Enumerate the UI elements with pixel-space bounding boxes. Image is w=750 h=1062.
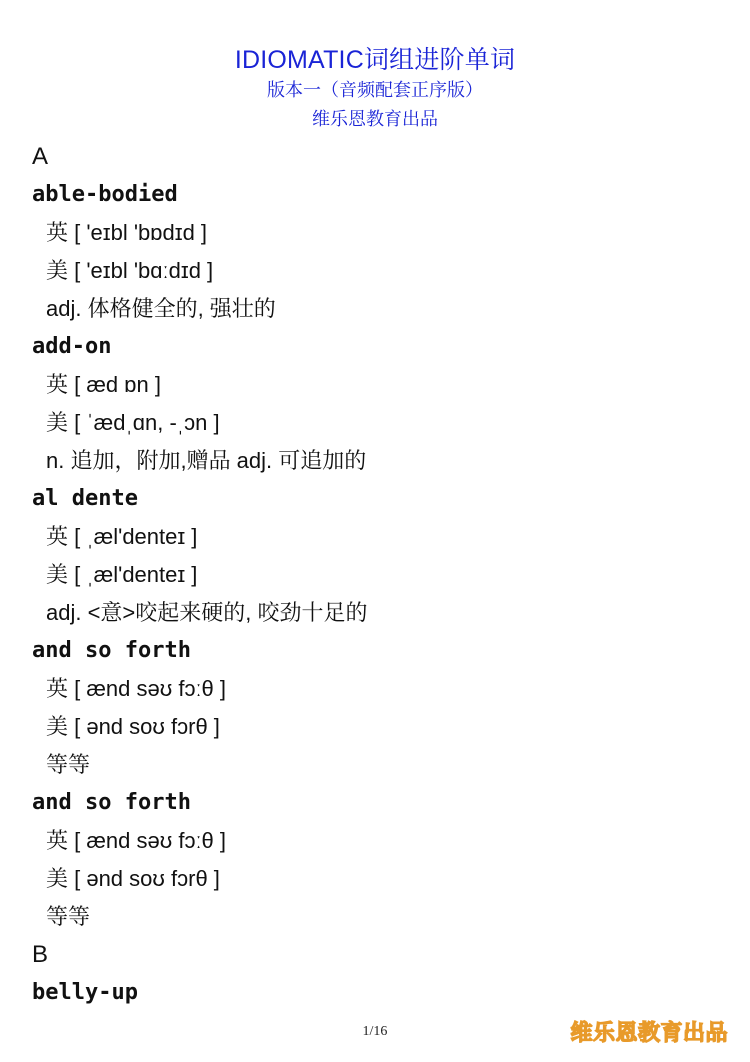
uk-pronunciation: 英 [ 'eɪbl 'bɒdɪd ] (46, 220, 208, 245)
document-publisher: 维乐恩教育出品 (312, 109, 438, 129)
uk-pronunciation: 英 [ ænd səʊ fɔːθ ] (46, 828, 227, 853)
entry-definition: 等等 (46, 752, 91, 777)
entry-word: and so forth (32, 638, 191, 663)
entry-word: add-on (32, 334, 112, 359)
us-pronunciation: 美 [ ənd soʊ fɔrθ ] (46, 866, 220, 891)
vocabulary-list (32, 138, 722, 1012)
uk-pronunciation: 英 [ ˌæl'denteɪ ] (46, 524, 198, 549)
publisher-watermark: 维乐恩教育出品 (570, 1020, 728, 1045)
page-number: 1/16 (362, 1024, 388, 1039)
document-title: IDIOMATIC词组进阶单词 (234, 46, 516, 74)
vocab-entry (32, 176, 722, 328)
document-header (0, 44, 750, 134)
entry-word: belly-up (32, 980, 138, 1005)
document-subtitle: 版本一（音频配套正序版） (267, 80, 483, 100)
us-pronunciation: 美 [ ənd soʊ fɔrθ ] (46, 714, 220, 739)
entry-word: able-bodied (32, 182, 178, 207)
vocab-entry (32, 480, 722, 632)
entry-word: al dente (32, 486, 138, 511)
entry-definition: n. 追加，附加,赠品 adj. 可追加的 (46, 448, 367, 473)
us-pronunciation: 美 [ 'eɪbl 'bɑːdɪd ] (46, 258, 214, 283)
entry-definition: adj. 体格健全的, 强壮的 (46, 296, 276, 321)
us-pronunciation: 美 [ ˈædˌɑn, -ˌɔn ] (46, 410, 220, 435)
entry-definition: 等等 (46, 904, 91, 929)
vocab-entry (32, 328, 722, 480)
uk-pronunciation: 英 [ æd ɒn ] (46, 372, 161, 397)
vocab-entry (32, 974, 722, 1012)
vocab-entry (32, 784, 722, 936)
entry-definition: adj. <意>咬起来硬的, 咬劲十足的 (46, 600, 368, 625)
vocab-entry (32, 632, 722, 784)
section-letter: A (32, 143, 49, 170)
uk-pronunciation: 英 [ ænd səʊ fɔːθ ] (46, 676, 227, 701)
us-pronunciation: 美 [ ˌæl'denteɪ ] (46, 562, 198, 587)
section-letter: B (32, 941, 49, 968)
entry-word: and so forth (32, 790, 191, 815)
